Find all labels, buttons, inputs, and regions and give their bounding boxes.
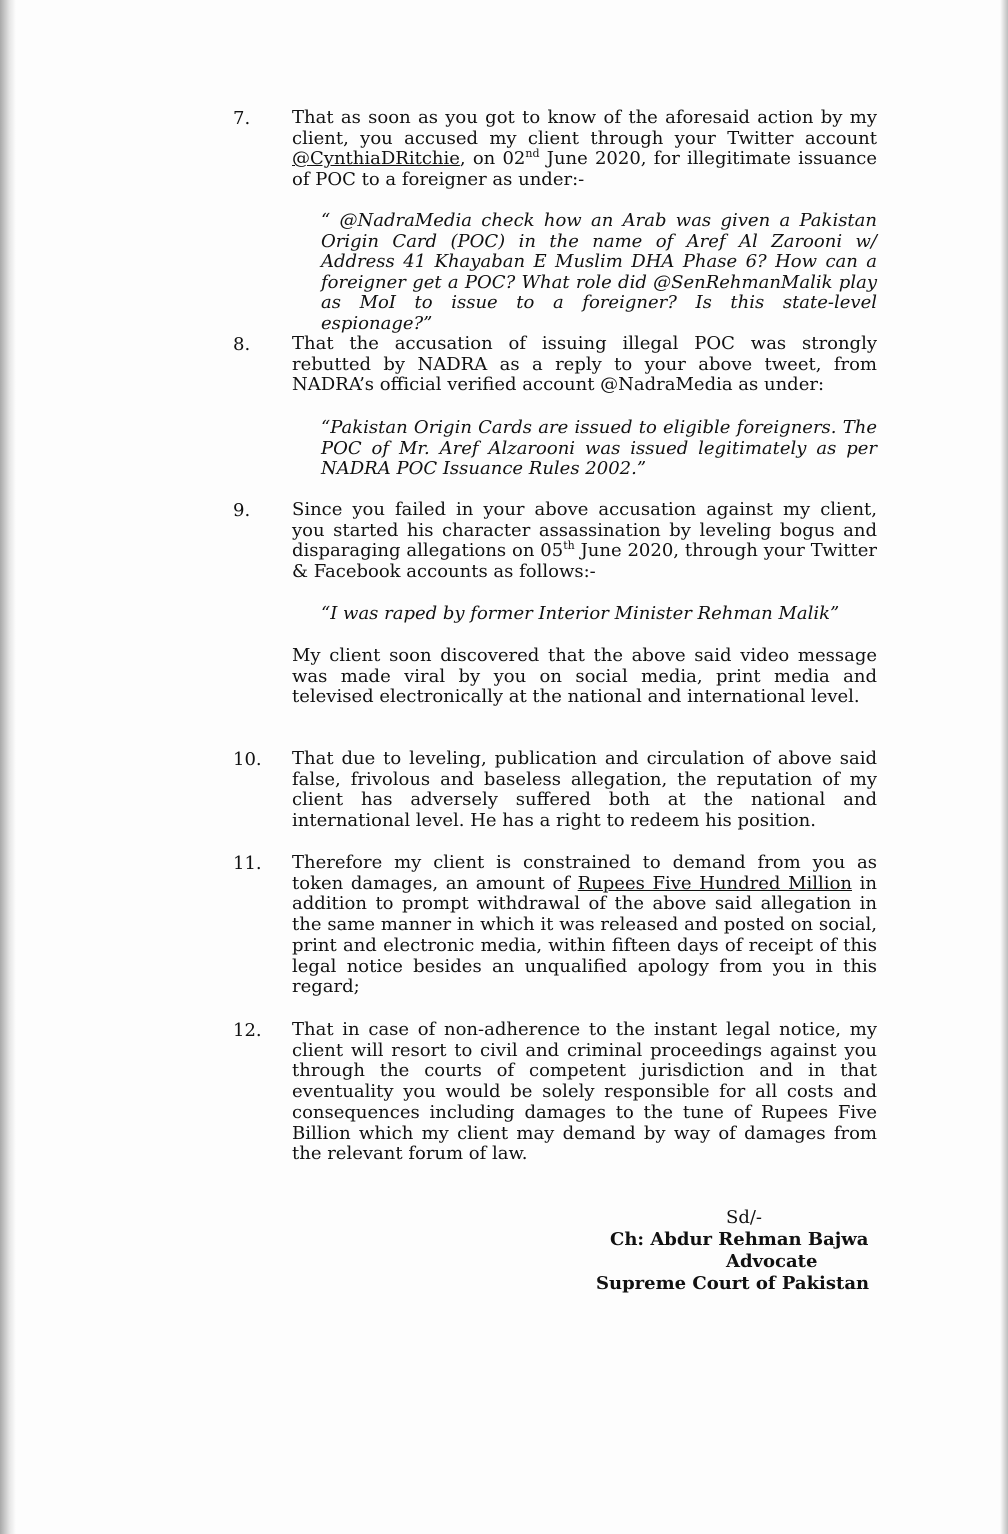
quoted-reply: “Pakistan Origin Cards are issued to eligible foreigners. The POC of Mr. Aref Alzarooni was issued legitimately as per NADRA POC Issuance Rules 2002.” <box>321 417 877 480</box>
paragraph-text: Therefore my client is constrained to demand from you as token damages, an amount of Rupees Five Hundred Million in addition to prompt withdrawal of the above said allegation in the same manner in which it was released and posted on social, print and electronic media, within fifteen days of receipt of this legal notice besides an unqualified apology from you in this regard; <box>292 852 878 998</box>
page-edge-shadow-left <box>0 0 16 1534</box>
damages-amount: Rupees Five Hundred Million <box>577 872 852 894</box>
paragraph-text: That as soon as you got to know of the aforesaid action by my client, you accused my client through your Twitter account @CynthiaDRitchie, on 02nd June 2020, for illegitimate issuance of POC to a foreigner as under:- <box>292 107 877 191</box>
quoted-allegation: “I was raped by former Interior Minister Rehman Malik” <box>321 603 840 624</box>
paragraph-text: Since you failed in your above accusation against my client, you started his character assassination by leveling bogus and disparaging allegations on 05th June 2020, through your Twitter & Facebook accounts as follows:- <box>292 499 877 583</box>
paragraph-text: That due to leveling, publication and circulation of above said false, frivolous and baseless allegation, the reputation of my client has adversely suffered both at the national and international level. He has a right to redeem his position. <box>292 748 877 832</box>
twitter-handle: @CynthiaDRitchie <box>292 148 460 170</box>
signature-mark: Sd/- <box>726 1207 762 1228</box>
paragraph-followup-text: My client soon discovered that the above said video message was made viral by you on social media, print media and televised electronically at the national and international level. <box>292 645 877 708</box>
paragraph-text: That in case of non-adherence to the instant legal notice, my client will resort to civil and criminal proceedings against you through the courts of competent jurisdiction and in that eventuality you would be solely responsible for all costs and consequences including damages to the tune of Rupees Five Billion which my client may demand by way of damages from the relevant forum of law. <box>292 1019 877 1165</box>
page-edge-shadow-right <box>1000 0 1008 1534</box>
paragraph-number: 8. <box>233 334 251 355</box>
paragraph-number: 9. <box>233 500 251 521</box>
paragraph-text: That the accusation of issuing illegal POC was strongly rebutted by NADRA as a reply to your above tweet, from NADRA’s official verified account @NadraMedia as under: <box>292 333 877 396</box>
court-name: Supreme Court of Pakistan <box>596 1273 870 1294</box>
paragraph-number: 12. <box>233 1020 262 1041</box>
paragraph-number: 7. <box>233 108 251 129</box>
advocate-name: Ch: Abdur Rehman Bajwa <box>610 1229 869 1250</box>
quoted-tweet: “ @NadraMedia check how an Arab was given a Pakistan Origin Card (POC) in the name of Aref Al Zarooni w/ Address 41 Khayaban E Muslim DHA Phase 6? How can a foreigner get a POC? What role did @SenRehmanMalik play as MoI to issue to a foreigner? Is this state-level espionage?” <box>321 210 877 334</box>
advocate-title: Advocate <box>726 1251 818 1272</box>
paragraph-number: 11. <box>233 853 262 874</box>
paragraph-number: 10. <box>233 749 262 770</box>
